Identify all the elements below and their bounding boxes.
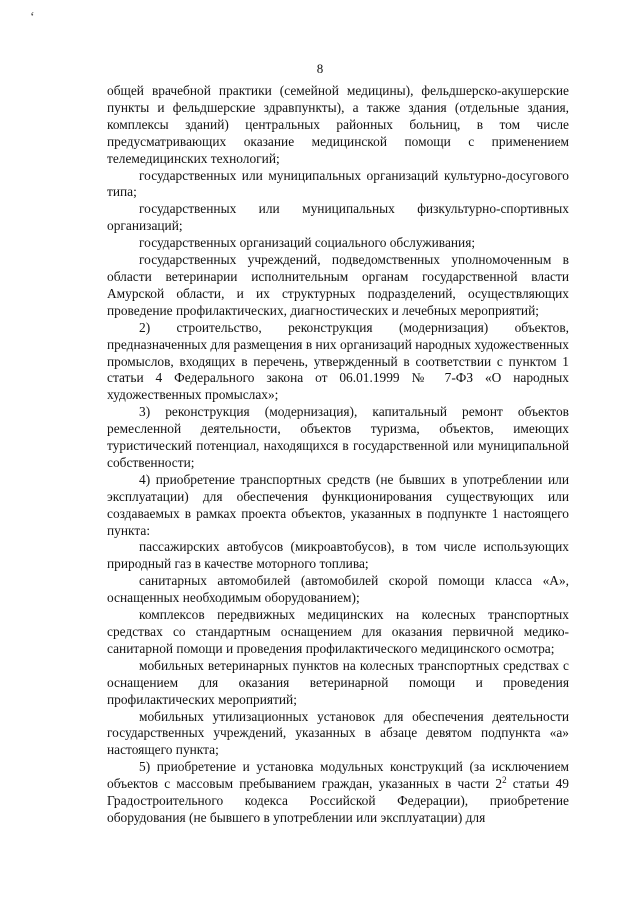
paragraph-10: санитарных автомобилей (автомобилей скорой помощи класса «А», оснащенных необходимым оборудованием); bbox=[107, 573, 569, 606]
paragraph-8: 4) приобретение транспортных средств (не бывших в употреблении или эксплуатации) для обеспечения функционирования существующих или создаваемых в рамках проекта объектов, указанных в подпункте 1 настоящего пункта: bbox=[107, 471, 569, 538]
paragraph-14-text-start: 5) приобретение и установка модульных конструкций (за исключением объектов с массовым пребыванием граждан, указанных в части 2 bbox=[107, 759, 569, 792]
corner-mark: ‘ bbox=[30, 10, 35, 25]
paragraph-2: государственных или муниципальных организаций культурно-досугового типа; bbox=[107, 167, 569, 200]
paragraph-9: пассажирских автобусов (микроавтобусов), в том числе использующих природный газ в качестве моторного топлива; bbox=[107, 539, 569, 572]
paragraph-1: общей врачебной практики (семейной медицины), фельдшерско-акушерские пункты и фельдшерские здравпункты), а также здания (отдельные здания, комплексы зданий) центральных районных больниц, в том числе предусматривающих оказание медицинской помощи с применением телемедицинских технологий; bbox=[107, 83, 569, 166]
paragraph-12: мобильных ветеринарных пунктов на колесных транспортных средствах с оснащением для оказания ветеринарной помощи и проведения профилактических мероприятий; bbox=[107, 657, 569, 707]
paragraph-14 bbox=[107, 759, 569, 827]
paragraph-6: 2) строительство, реконструкция (модернизация) объектов, предназначенных для размещения в них организаций народных художественных промыслов, входящих в перечень, утвержденный в соответствии с пунктом 1 статьи 4 Федерального закона от 06.01.1999 № 7-ФЗ «О народных художественных промыслах»; bbox=[107, 319, 569, 403]
paragraph-4: государственных организаций социального обслуживания; bbox=[139, 235, 476, 251]
paragraph-14-text-end: статьи 49 Градостроительного кодекса Российской Федерации), приобретение оборудования (не бывшего в употреблении или эксплуатации) для bbox=[107, 776, 569, 825]
paragraph-7: 3) реконструкция (модернизация), капитальный ремонт объектов ремесленной деятельности, объектов туризма, объектов, имеющих туристический потенциал, находящихся в государственной или муниципальной собственности; bbox=[107, 404, 569, 470]
document-body bbox=[107, 83, 569, 827]
page-number: 8 bbox=[316, 61, 324, 76]
paragraph-5: государственных учреждений, подведомственных уполномоченным в области ветеринарии исполнительным органам государственной власти Амурской области, и их структурных подразделений, осуществляющих проведение профилактических, диагностических и лечебных мероприятий; bbox=[107, 252, 569, 318]
paragraph-3: государственных или муниципальных физкультурно-спортивных организаций; bbox=[107, 201, 569, 234]
paragraph-13: мобильных утилизационных установок для обеспечения деятельности государственных учреждений, указанных в абзаце девятом подпункта «а» настоящего пункта; bbox=[107, 708, 569, 758]
superscript: 2 bbox=[502, 775, 507, 786]
paragraph-11: комплексов передвижных медицинских на колесных транспортных средствах со стандартным оснащением для оказания первичной медико-санитарной помощи и проведения профилактического медицинского осмотра; bbox=[107, 607, 569, 656]
